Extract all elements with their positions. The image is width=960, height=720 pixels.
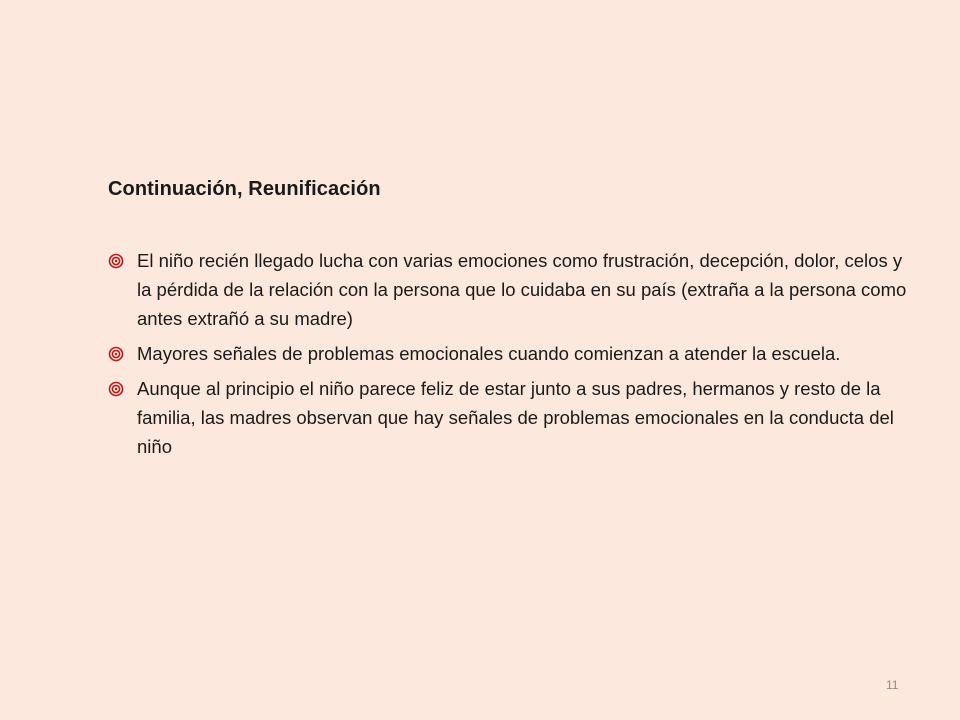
slide-title: Continuación, Reunificación xyxy=(108,178,381,200)
bullet-text: Mayores señales de problemas emocionales cuando comienzan a atender la escuela. xyxy=(137,343,841,364)
target-icon xyxy=(108,381,124,397)
bullet-list xyxy=(108,246,908,467)
bullet-text: El niño recién llegado lucha con varias emociones como frustración, decepción, dolor, celos y la pérdida de la relación con la persona que lo cuidaba en su país (extraña a la persona como antes extrañó a su madre) xyxy=(137,250,907,329)
bullet-item xyxy=(108,374,908,461)
bullet-text: Aunque al principio el niño parece feliz de estar junto a sus padres, hermanos y resto de la familia, las madres observan que hay señales de problemas emocionales en la conducta del niño xyxy=(137,378,894,457)
bullet-item xyxy=(108,339,908,368)
page-number: 11 xyxy=(886,678,899,692)
bullet-item xyxy=(108,246,908,333)
target-icon xyxy=(108,346,124,362)
target-icon xyxy=(108,253,124,269)
